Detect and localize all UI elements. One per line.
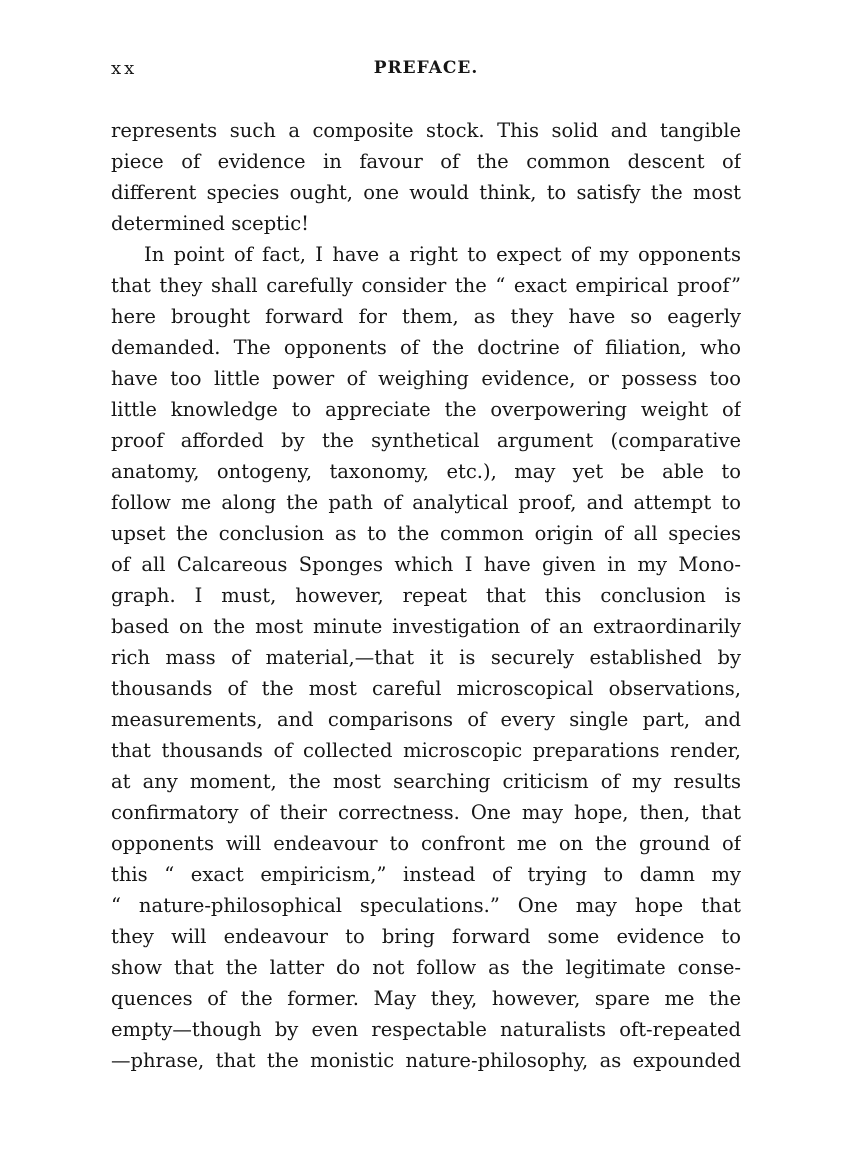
text-line: of all Calcareous Sponges which I have given in my Mono-: [111, 553, 741, 576]
text-line: opponents will endeavour to confront me on the ground of: [111, 832, 741, 855]
text-line: demanded. The opponents of the doctrine of filiation, who: [111, 336, 741, 359]
text-line: rich mass of material,—that it is securely established by: [111, 646, 741, 669]
text-line: different species ought, one would think, to satisfy the most: [111, 181, 741, 204]
text-line: graph. I must, however, repeat that this conclusion is: [111, 584, 741, 607]
text-line: empty—though by even respectable naturalists oft-repeated: [111, 1018, 741, 1041]
text-line: that they shall carefully consider the “ exact empirical proof”: [111, 274, 741, 297]
running-title: PREFACE.: [373, 58, 479, 78]
text-line: quences of the former. May they, however, spare me the: [111, 987, 741, 1010]
text-line: they will endeavour to bring forward some evidence to: [111, 925, 741, 948]
text-line: piece of evidence in favour of the common descent of: [111, 150, 741, 173]
text-line: this “ exact empiricism,” instead of trying to damn my: [111, 863, 741, 886]
text-line: In point of fact, I have a right to expect of my opponents: [144, 243, 741, 266]
text-line: measurements, and comparisons of every single part, and: [111, 708, 741, 731]
text-line: anatomy, ontogeny, taxonomy, etc.), may yet be able to: [111, 460, 741, 483]
text-line: thousands of the most careful microscopical observations,: [111, 677, 741, 700]
text-line: proof afforded by the synthetical argument (comparative: [111, 429, 741, 452]
body-text: [111, 115, 741, 1076]
running-head: [111, 58, 741, 88]
text-line: determined sceptic!: [111, 212, 310, 235]
text-line: follow me along the path of analytical proof, and attempt to: [111, 491, 741, 514]
text-line: have too little power of weighing evidence, or possess too: [111, 367, 741, 390]
text-line: upset the conclusion as to the common origin of all species: [111, 522, 741, 545]
text-line: little knowledge to appreciate the overpowering weight of: [111, 398, 741, 421]
text-line: that thousands of collected microscopic preparations render,: [111, 739, 741, 762]
text-line: —phrase, that the monistic nature-philosophy, as expounded: [111, 1049, 741, 1072]
text-line: confirmatory of their correctness. One may hope, then, that: [111, 801, 741, 824]
text-line: at any moment, the most searching criticism of my results: [111, 770, 741, 793]
text-line: “ nature-philosophical speculations.” One may hope that: [111, 894, 741, 917]
text-line: represents such a composite stock. This solid and tangible: [111, 119, 741, 142]
page-number: xx: [111, 58, 138, 79]
text-line: based on the most minute investigation of an extraordinarily: [111, 615, 741, 638]
text-line: here brought forward for them, as they have so eagerly: [111, 305, 741, 328]
text-line: show that the latter do not follow as the legitimate conse-: [111, 956, 741, 979]
